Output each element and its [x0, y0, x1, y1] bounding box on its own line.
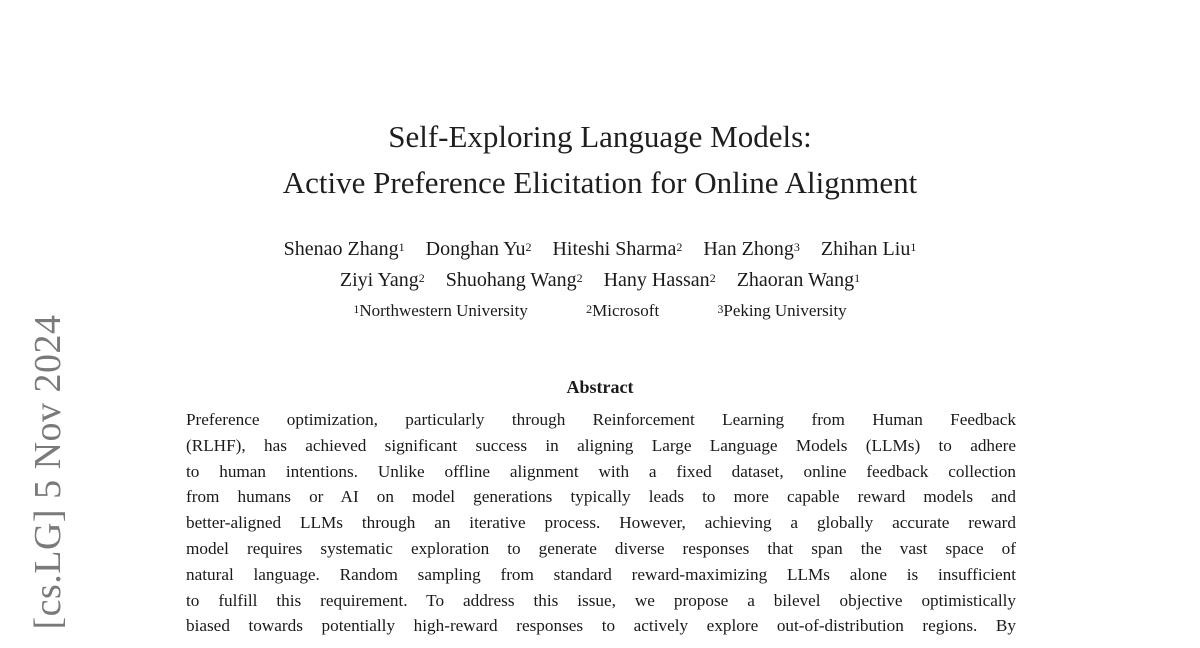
affiliation: $^2$Microsoft [586, 301, 660, 320]
title-line-2: Active Preference Elicitation for Online Alignment [282, 165, 918, 200]
author: Shuohang Wang$^2$ [445, 269, 583, 291]
author-row-2 [0, 265, 1200, 296]
author: Zhaoran Wang$^1$ [736, 269, 861, 291]
author: Ziyi Yang$^2$ [339, 269, 425, 291]
abstract-line: biased towards potentially high-reward responses to actively explore out-of-distribution regions. By [186, 616, 1016, 636]
affiliation-list [0, 298, 1200, 324]
abstract-line: better-aligned LLMs through an iterative process. However, achieving a globally accurate reward [186, 513, 1016, 533]
affiliation: $^1$Northwestern University [353, 301, 528, 320]
paper-title [0, 114, 1200, 206]
abstract-line: from humans or AI on model generations typically leads to more capable reward models and [186, 487, 1016, 507]
arxiv-identifier-stamp: [cs.LG] 5 Nov 2024 [27, 314, 69, 630]
author: Shenao Zhang$^1$ [283, 238, 405, 260]
author: Han Zhong$^3$ [703, 238, 800, 260]
abstract-line: natural language. Random sampling from standard reward-maximizing LLMs alone is insufficient [186, 564, 1016, 584]
author: Donghan Yu$^2$ [425, 238, 532, 260]
title-line-1: Self-Exploring Language Models: [388, 119, 812, 154]
author: Zhihan Liu$^1$ [820, 238, 917, 260]
author: Hany Hassan$^2$ [603, 269, 716, 291]
abstract-line: Preference optimization, particularly through Reinforcement Learning from Human Feedback [186, 410, 1016, 429]
abstract-text [186, 407, 1016, 639]
author-row-1 [0, 234, 1200, 265]
author: Hiteshi Sharma$^2$ [552, 238, 683, 260]
abstract-line: model requires systematic exploration to generate diverse responses that span the vast space of [186, 538, 1016, 558]
abstract-heading: Abstract [566, 377, 634, 397]
abstract-line: to fulfill this requirement. To address this issue, we propose a bilevel objective optimistically [186, 590, 1016, 610]
abstract-line: (RLHF), has achieved significant success in aligning Large Language Models (LLMs) to adhere [186, 435, 1016, 455]
abstract-line: to human intentions. Unlike offline alignment with a fixed dataset, online feedback collection [186, 461, 1016, 481]
affiliation: $^3$Peking University [717, 301, 847, 320]
author-list [0, 234, 1200, 296]
